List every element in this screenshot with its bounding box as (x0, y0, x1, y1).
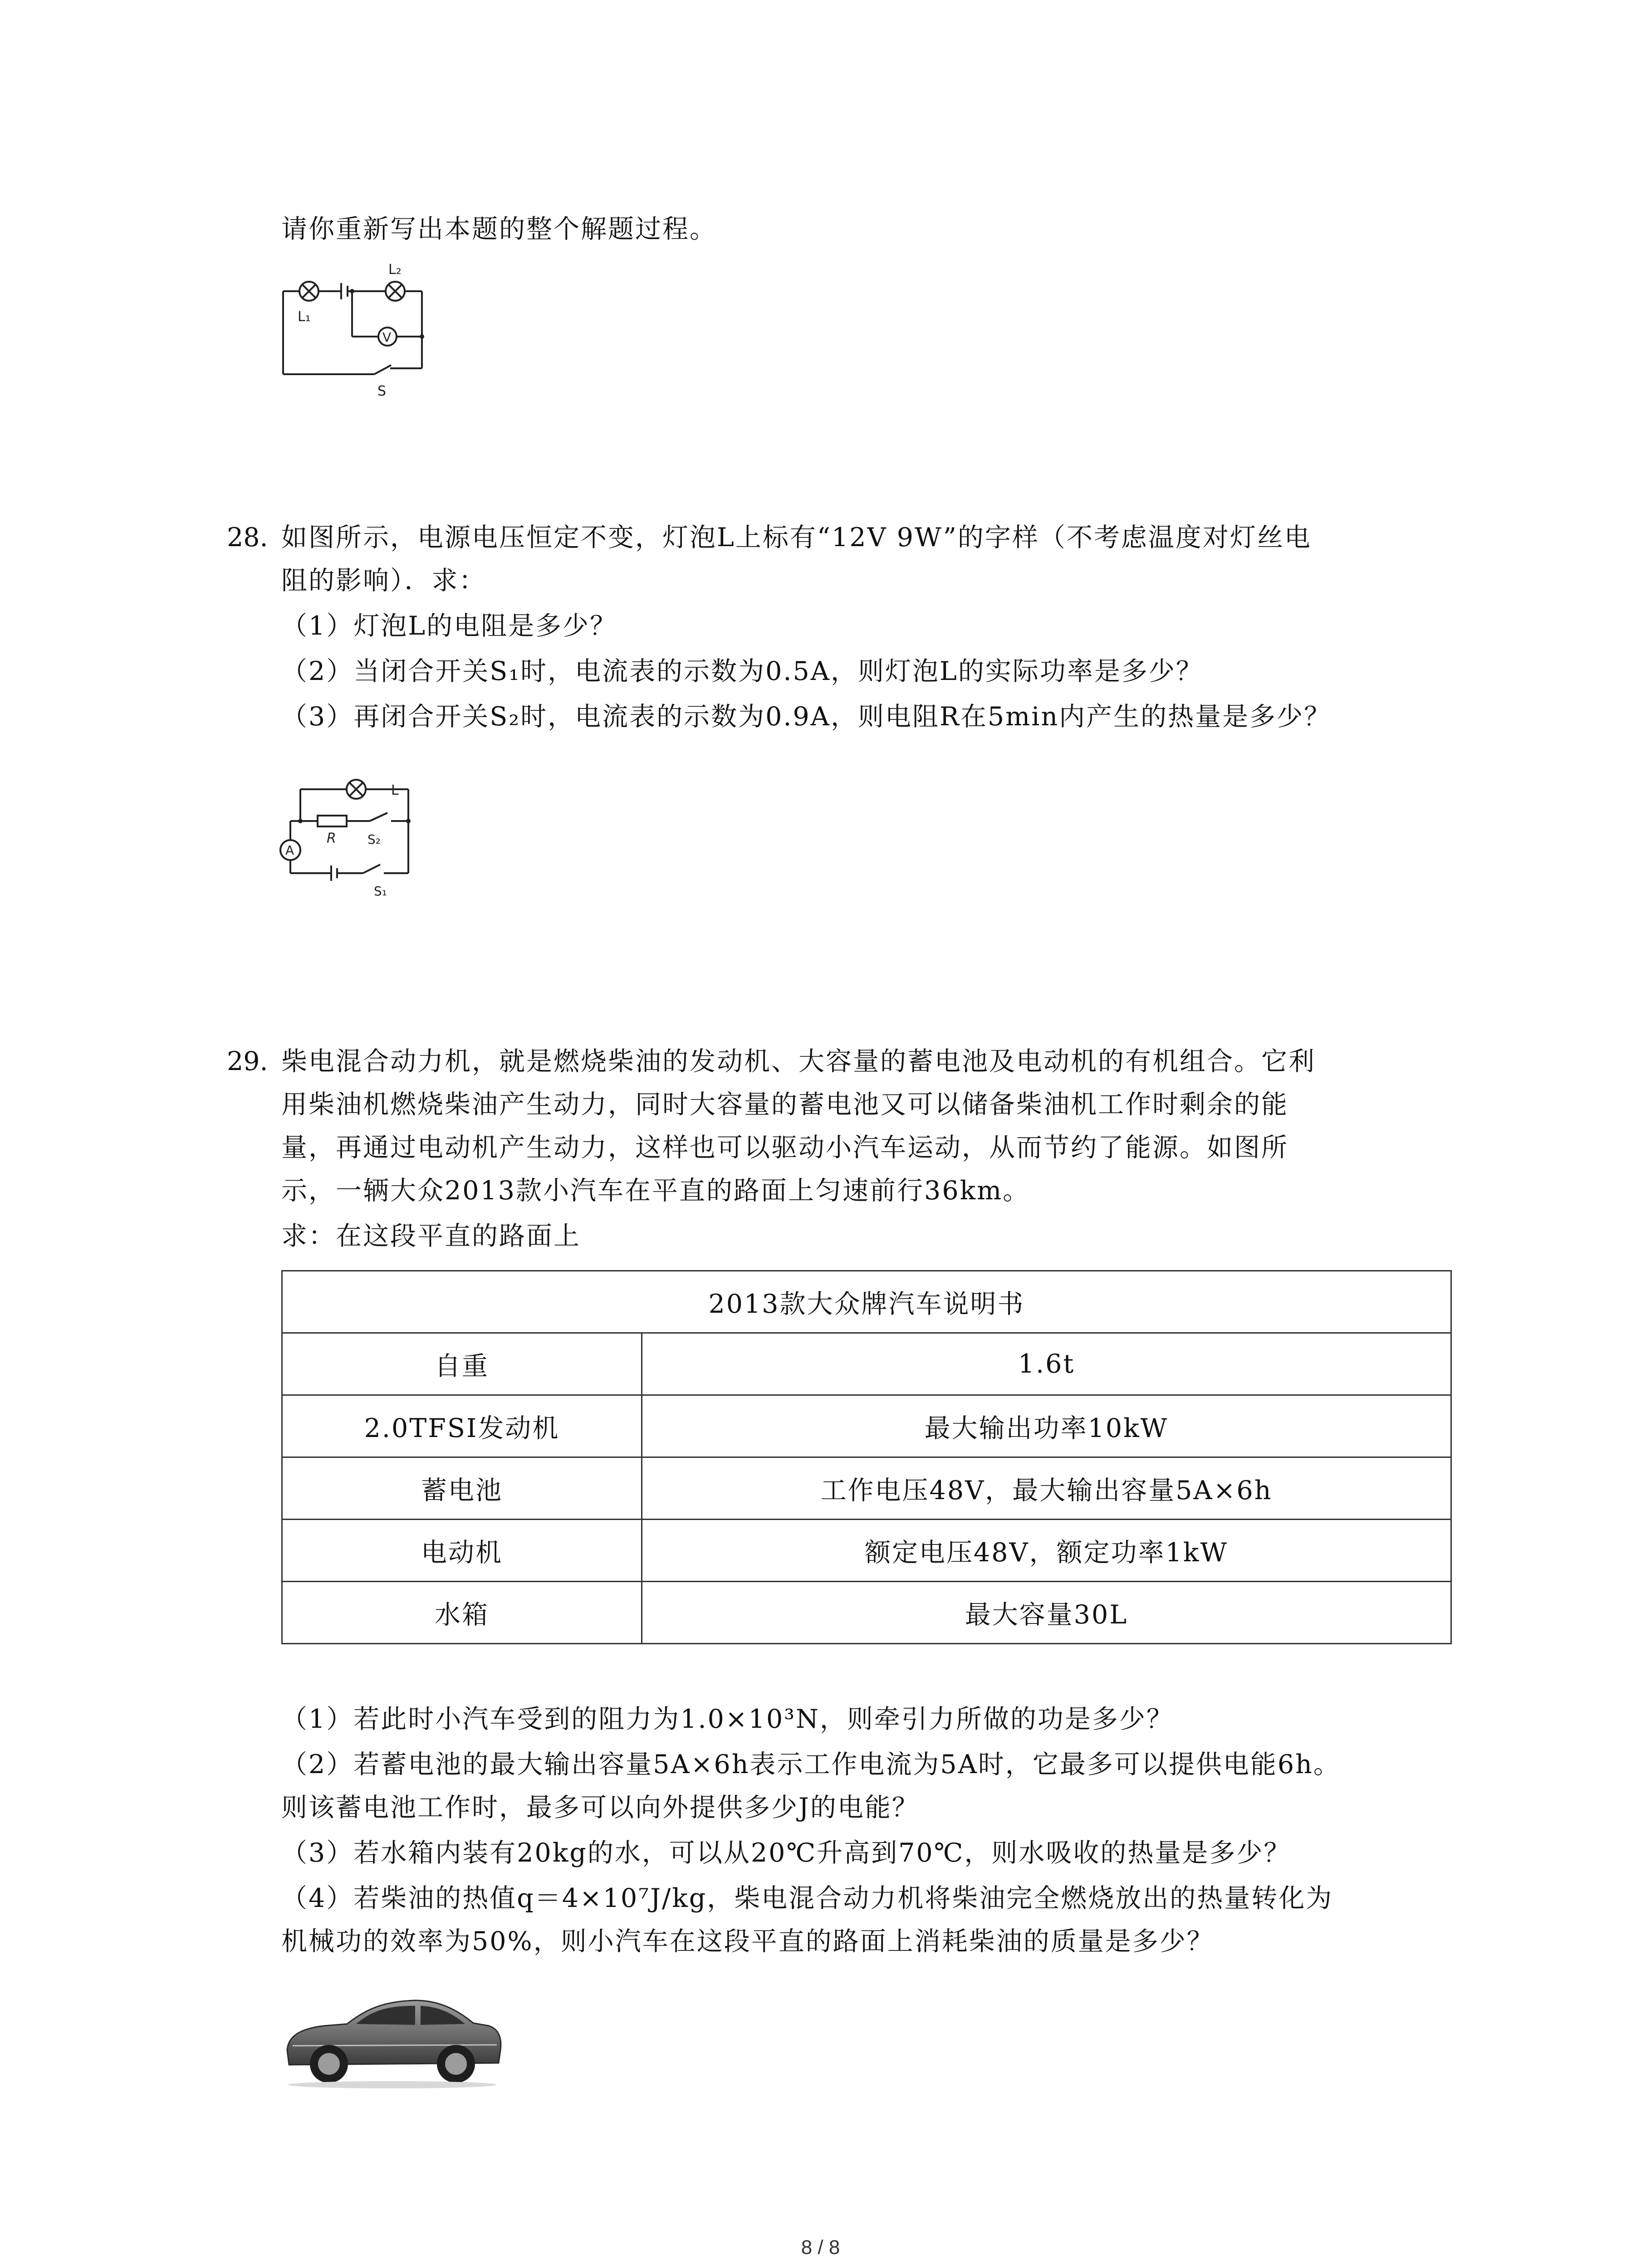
label-s: S (377, 383, 387, 399)
label-l: L (391, 782, 399, 798)
label-v: V (382, 330, 392, 345)
q29-line5: 求：在这段平直的路面上 (281, 1221, 581, 1251)
q28-sub1: （1）灯泡L的电阻是多少？ (281, 611, 617, 641)
q29-sub2b: 则该蓄电池工作时，最多可以向外提供多少J的电能？ (281, 1793, 919, 1823)
q29-line1: 柴电混合动力机，就是燃烧柴油的发动机、大容量的蓄电池及电动机的有机组合。它利 (281, 1046, 1316, 1076)
car-image (279, 1982, 506, 2091)
q29-sub3: （3）若水箱内装有20kg的水，可以从20℃升高到70℃，则水吸收的热量是多少？ (281, 1838, 1291, 1868)
label-r: R (327, 831, 336, 846)
q29-line3: 量，再通过电动机产生动力，这样也可以驱动小汽车运动，从而节约了能源。如图所 (281, 1133, 1288, 1163)
table-row (282, 1520, 1451, 1582)
q29-number: 29. (227, 1046, 268, 1076)
q29-sub1: （1）若此时小汽车受到的阻力为1.0×10³N，则牵引力所做的功是多少？ (281, 1704, 1174, 1734)
table-cell-value: 工作电压48V，最大输出容量5A×6h (642, 1457, 1451, 1520)
table-cell-label: 蓄电池 (282, 1457, 642, 1520)
label-a: A (285, 843, 294, 858)
table-title: 2013款大众牌汽车说明书 (282, 1271, 1451, 1333)
label-l2: L₂ (388, 263, 402, 278)
q29-sub4b: 机械功的效率为50%，则小汽车在这段平直的路面上消耗柴油的质量是多少？ (281, 1926, 1214, 1956)
intro-text: 请你重新写出本题的整个解题过程。 (281, 214, 717, 244)
q29-sub4a: （4）若柴油的热值q＝4×10⁷J/kg，柴电混合动力机将柴油完全燃烧放出的热量转化为 (281, 1883, 1333, 1913)
circuit-diagram-q27 (272, 263, 445, 399)
table-row (282, 1457, 1451, 1520)
label-s2: S₂ (367, 832, 381, 847)
q28-sub2: （2）当闭合开关S₁时，电流表的示数为0.5A，则灯泡L的实际功率是多少？ (281, 656, 1203, 686)
table-cell-value: 最大容量30L (642, 1582, 1451, 1644)
label-s1: S₁ (374, 884, 387, 898)
q29-line4: 示，一辆大众2013款小汽车在平直的路面上匀速前行36km。 (281, 1176, 1030, 1206)
table-cell-label: 2.0TFSI发动机 (282, 1395, 642, 1457)
table-cell-label: 电动机 (282, 1520, 642, 1582)
q29-sub2a: （2）若蓄电池的最大输出容量5A×6h表示工作电流为5A时，它最多可以提供电能6h。 (281, 1750, 1341, 1779)
table-cell-value: 最大输出功率10kW (642, 1395, 1451, 1457)
car-spec-table (281, 1270, 1452, 1644)
q28-sub3: （3）再闭合开关S₂时，电流表的示数为0.9A，则电阻R在5min内产生的热量是多少？ (281, 702, 1332, 732)
table-row (282, 1333, 1451, 1395)
table-cell-value: 额定电压48V，额定功率1kW (642, 1520, 1451, 1582)
q28-line1: 如图所示，电源电压恒定不变，灯泡L上标有“12V 9W”的字样（不考虑温度对灯丝电 (281, 523, 1312, 552)
table-row (282, 1582, 1451, 1644)
label-l1: L₁ (298, 309, 311, 325)
q28-line2: 阻的影响）．求： (281, 566, 486, 596)
q29-line2: 用柴油机燃烧柴油产生动力，同时大容量的蓄电池又可以储备柴油机工作时剩余的能 (281, 1090, 1288, 1119)
circuit-diagram-q28 (272, 762, 426, 898)
page-number: 8 / 8 (801, 2236, 840, 2258)
table-row (282, 1395, 1451, 1457)
table-cell-label: 水箱 (282, 1582, 642, 1644)
q28-number: 28. (227, 523, 268, 552)
table-title-row (282, 1271, 1451, 1333)
table-cell-value: 1.6t (642, 1333, 1451, 1395)
table-cell-label: 自重 (282, 1333, 642, 1395)
